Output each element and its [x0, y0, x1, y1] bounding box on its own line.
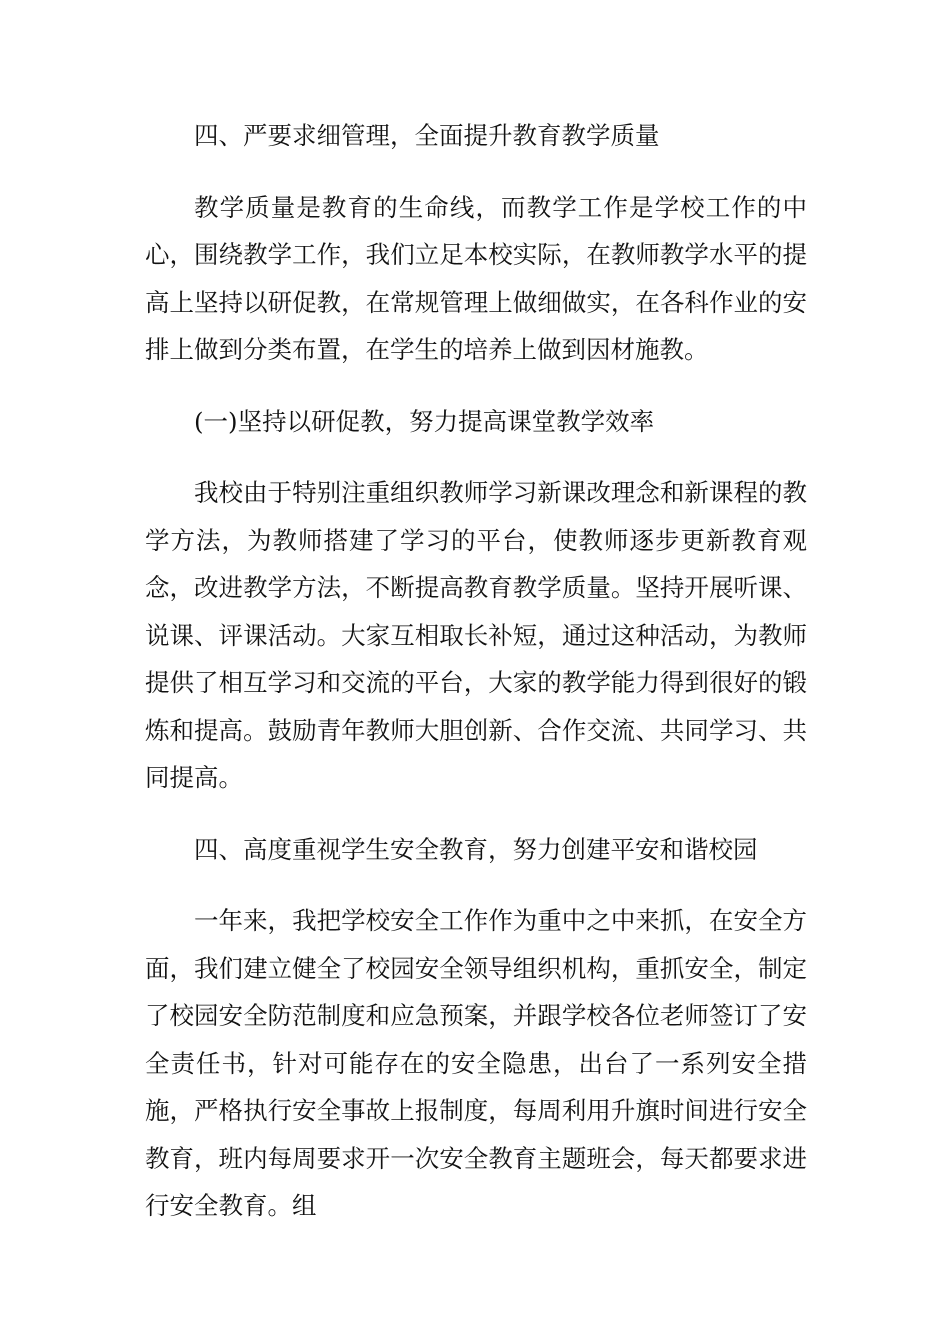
section-heading: 四、高度重视学生安全教育，努力创建平安和谐校园 [194, 834, 758, 864]
subsection-heading: (一)坚持以研促教，努力提高课堂教学效率 [194, 406, 655, 436]
section-heading: 四、严要求细管理，全面提升教育教学质量 [194, 121, 660, 150]
body-paragraph: 一年来，我把学校安全工作作为重中之中来抓，在安全方面，我们建立健全了校园安全领导组织机构，重抓安全，制定了校园安全防范制度和应急预案，并跟学校各位老师签订了安全责任书，针对可能存在的安全隐患，出台了一系列安全措施，严格执行安全事故上报制度，每周利用升旗时间进行安全教育，班内每周要求开一次安全教育主题班会，每天都要求进行安全教育。组 [145, 906, 807, 1220]
document-body [145, 112, 807, 1230]
body-paragraph: 我校由于特别注重组织教师学习新课改理念和新课程的教学方法，为教师搭建了学习的平台，使教师逐步更新教育观念，改进教学方法，不断提高教育教学质量。坚持开展听课、说课、评课活动。大家互相取长补短，通过这种活动，为教师提供了相互学习和交流的平台，大家的教学能力得到很好的锻炼和提高。鼓励青年教师大胆创新、合作交流、共同学习、共同提高。 [145, 478, 807, 792]
body-paragraph: 教学质量是教育的生命线，而教学工作是学校工作的中心，围绕教学工作，我们立足本校实际，在教师教学水平的提高上坚持以研促教，在常规管理上做细做实，在各科作业的安排上做到分类布置，在学生的培养上做到因材施教。 [145, 192, 807, 364]
